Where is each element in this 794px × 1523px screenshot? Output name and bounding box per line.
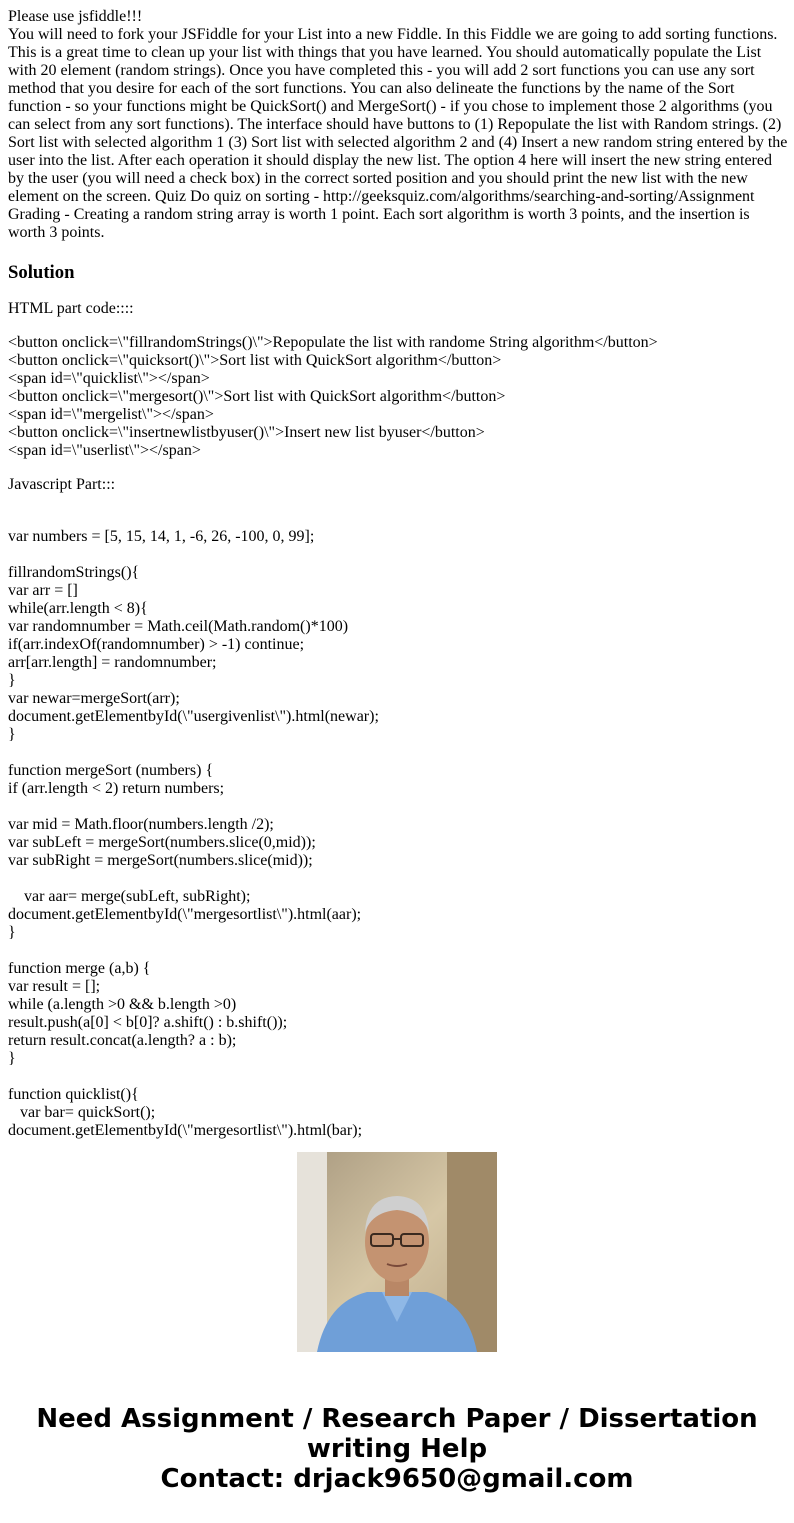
js-code-line: function merge (a,b) { — [8, 960, 151, 977]
solution-heading: Solution — [8, 262, 75, 283]
js-code-line: document.getElementbyId(\"mergesortlist\").html(bar); — [8, 1122, 363, 1139]
js-code-line — [8, 510, 788, 528]
js-code-line: var result = []; — [8, 978, 101, 995]
js-code-line: while (a.length >0 && b.length >0) — [8, 996, 237, 1013]
js-code-line: var newar=mergeSort(arr); — [8, 690, 180, 707]
promo-line-2: writing Help — [306, 1434, 488, 1464]
js-code-line: var numbers = [5, 15, 14, 1, -6, 26, -100, 0, 99]; — [8, 528, 315, 545]
js-code-line: if (arr.length < 2) return numbers; — [8, 780, 225, 797]
js-code-line: var arr = [] — [8, 582, 78, 599]
html-code-line: <button onclick=\"fillrandomStrings()\">Repopulate the list with randome String algorithm</button> — [8, 334, 658, 351]
js-code-block — [8, 510, 788, 1140]
html-code-line: <span id=\"userlist\"></span> — [8, 442, 201, 459]
js-code-line: var subLeft = mergeSort(numbers.slice(0,mid)); — [8, 834, 316, 851]
js-code-line: function quicklist(){ — [8, 1086, 139, 1103]
js-code-line: var mid = Math.floor(numbers.length /2); — [8, 816, 274, 833]
js-code-line — [8, 1068, 788, 1086]
js-code-line: } — [8, 726, 16, 743]
promo-line-3: Contact: drjack9650@gmail.com — [160, 1464, 634, 1494]
js-code-line: var bar= quickSort(); — [8, 1104, 156, 1121]
js-code-line — [8, 546, 788, 564]
js-code-line: document.getElementbyId(\"mergesortlist\").html(aar); — [8, 906, 362, 923]
html-code-line: <button onclick=\"insertnewlistbyuser()\">Insert new list byuser</button> — [8, 424, 485, 441]
js-code-line — [8, 798, 788, 816]
js-code-line: var aar= merge(subLeft, subRight); — [8, 888, 251, 905]
js-code-line: arr[arr.length] = randomnumber; — [8, 654, 217, 671]
js-code-line: result.push(a[0] < b[0]? a.shift() : b.shift()); — [8, 1014, 288, 1031]
js-code-line: return result.concat(a.length? a : b); — [8, 1032, 237, 1049]
js-code-line: while(arr.length < 8){ — [8, 600, 148, 617]
js-code-line: fillrandomStrings(){ — [8, 564, 140, 581]
html-code-line: <button onclick=\"quicksort()\">Sort list with QuickSort algorithm</button> — [8, 352, 502, 369]
html-code-line: <span id=\"mergelist\"></span> — [8, 406, 214, 423]
js-code-line — [8, 744, 788, 762]
js-code-line: } — [8, 672, 16, 689]
js-code-line: } — [8, 924, 16, 941]
js-code-line: var subRight = mergeSort(numbers.slice(mid)); — [8, 852, 313, 869]
html-part-label: HTML part code:::: — [8, 300, 134, 317]
promo-line-1: Need Assignment / Research Paper / Dissertation — [36, 1404, 758, 1434]
html-code-line: <button onclick=\"mergesort()\">Sort list with QuickSort algorithm</button> — [8, 388, 506, 405]
question-text — [8, 8, 788, 242]
js-code-line: document.getElementbyId(\"usergivenlist\").html(newar); — [8, 708, 379, 725]
js-code-line: } — [8, 1050, 16, 1067]
question-body: You will need to fork your JSFiddle for your List into a new Fiddle. In this Fiddle we are going to add sorting functions. This is a great time to clean up your list with things that you have learned. You should automatically populate the List with 20 element (random strings). Once you have completed this - you will add 2 sort functions you can use any sort method that you desire for each of the sort functions. You can also delineate the functions by the name of the Sort function - so your functions might be QuickSort() and MergeSort() - if you chose to implement those 2 algorithms (you can select from any sort functions). The interface should have buttons to (1) Repopulate the list with Random strings. (2) Sort list with selected algorithm 1 (3) Sort list with selected algorithm 2 and (4) Insert a new random string entered by the user into the list. After each operation it should display the new list. The option 4 here will insert the new string entered by the user (you will need a check box) in the correct sorted position and you should print the new list with the new element on the screen. Quiz Do quiz on sorting - http://geeksquiz.com/algorithms/searching-and-sorting/Assignment Grading - Creating a random string array is worth 1 point. Each sort algorithm is worth 3 points, and the insertion is worth 3 points. — [8, 26, 788, 241]
document-content — [8, 8, 788, 1139]
js-code-line: function mergeSort (numbers) { — [8, 762, 214, 779]
html-code-line: <span id=\"quicklist\"></span> — [8, 370, 210, 387]
author-photo-icon — [297, 1152, 497, 1352]
js-code-line — [8, 942, 788, 960]
js-code-line — [8, 870, 788, 888]
question-intro: Please use jsfiddle!!! — [8, 8, 143, 25]
js-part-label: Javascript Part::: — [8, 476, 116, 493]
html-code-block — [8, 334, 788, 460]
promo-section — [0, 1152, 794, 1494]
js-code-line: var randomnumber = Math.ceil(Math.random()*100) — [8, 618, 349, 635]
js-code-line: if(arr.indexOf(randomnumber) > -1) continue; — [8, 636, 305, 653]
promo-text — [0, 1404, 794, 1494]
author-avatar — [297, 1152, 497, 1352]
